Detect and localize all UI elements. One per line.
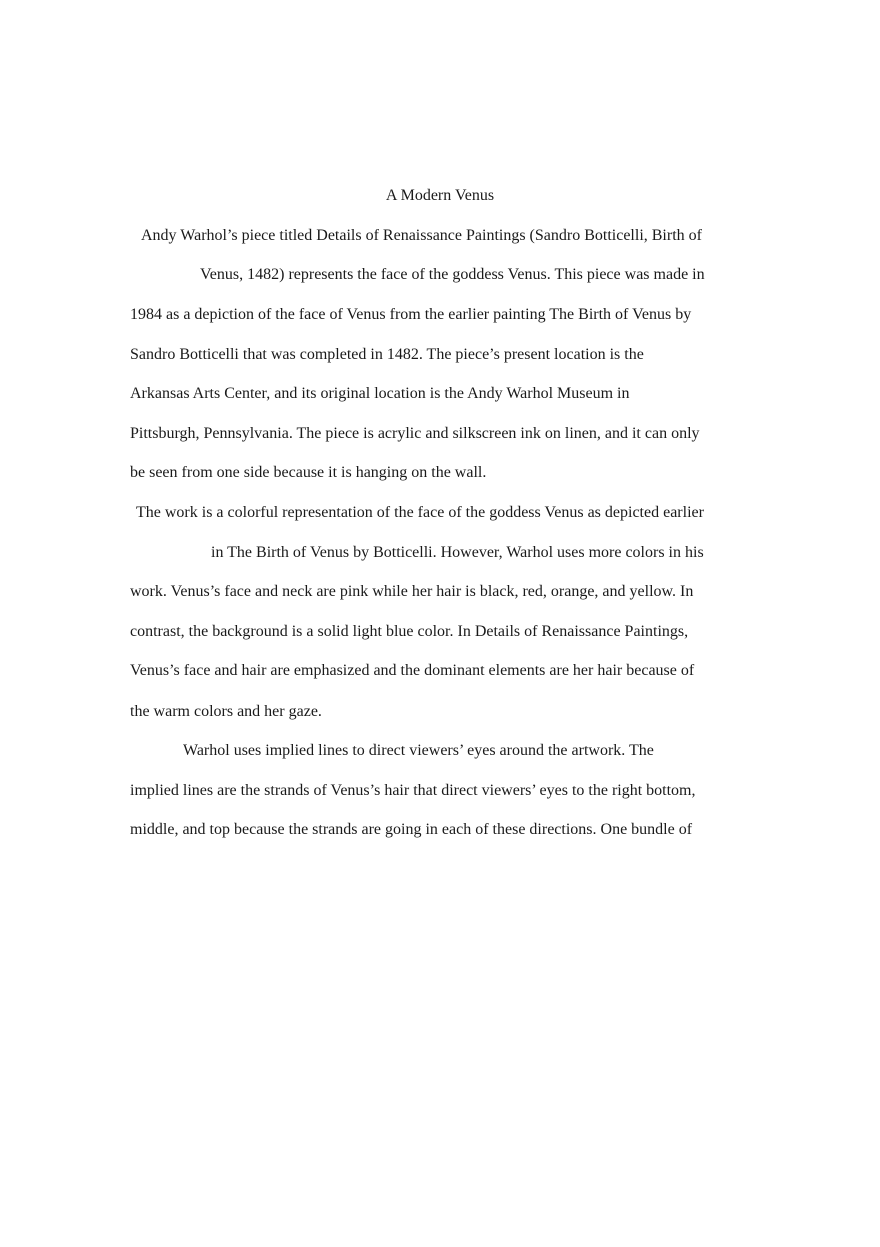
text-line: work. Venus’s face and neck are pink while her hair is black, red, orange, and yellow. In [130,583,694,600]
text-line: the warm colors and her gaze. [130,703,322,720]
text-line: contrast, the background is a solid light blue color. In Details of Renaissance Paintings, [130,623,689,640]
text-line: Venus’s face and hair are emphasized and the dominant elements are her hair because of [130,662,695,679]
text-line: implied lines are the strands of Venus’s hair that direct viewers’ eyes to the right bottom, [130,782,696,799]
text-line: middle, and top because the strands are going in each of these directions. One bundle of [130,821,693,838]
text-line: be seen from one side because it is hanging on the wall. [130,464,487,481]
text-line: Arkansas Arts Center, and its original location is the Andy Warhol Museum in [130,385,630,402]
text-line: The work is a colorful representation of the face of the goddess Venus as depicted earlier [136,504,704,521]
text-line: 1984 as a depiction of the face of Venus from the earlier painting The Birth of Venus by [130,306,692,323]
text-line: Andy Warhol’s piece titled Details of Renaissance Paintings (Sandro Botticelli, Birth of [141,227,702,244]
text-line: in The Birth of Venus by Botticelli. However, Warhol uses more colors in his [211,544,704,561]
document-title: A Modern Venus [385,187,495,204]
text-line: Venus, 1482) represents the face of the goddess Venus. This piece was made in [200,266,705,283]
text-line: Pittsburgh, Pennsylvania. The piece is acrylic and silkscreen ink on linen, and it can only [130,425,700,442]
text-line: Sandro Botticelli that was completed in 1482. The piece’s present location is the [130,346,644,363]
text-line: Warhol uses implied lines to direct viewers’ eyes around the artwork. The [183,742,654,759]
